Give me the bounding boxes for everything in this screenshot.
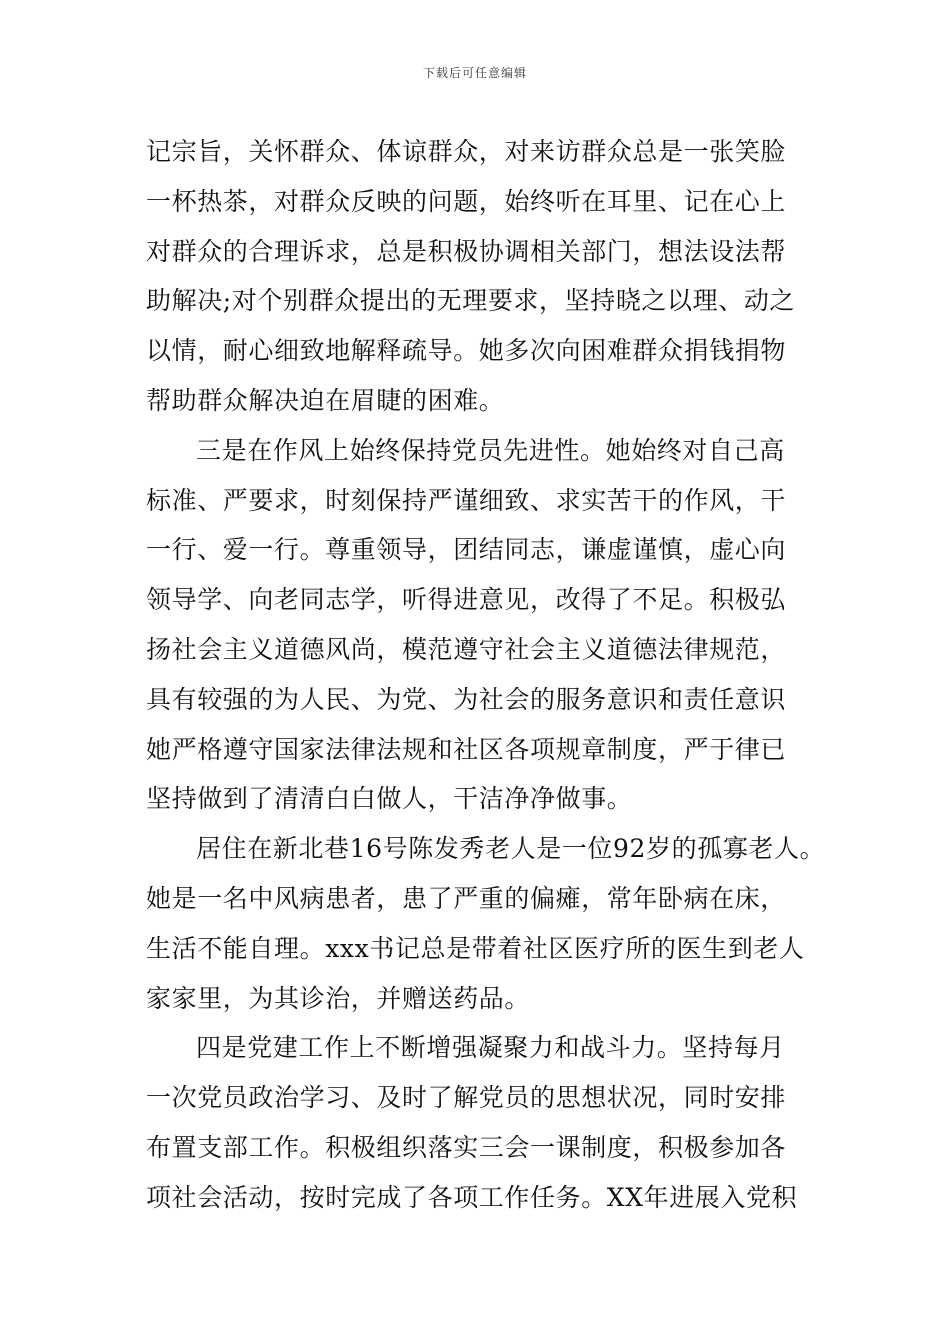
text-line: 帮助群众解决迫在眉睫的困难。 — [146, 385, 505, 415]
text-line: 布置支部工作。积极组织落实三会一课制度，积极参加各 — [146, 1132, 787, 1162]
text-line: 记宗旨，关怀群众、体谅群众，对来访群众总是一张笑脸 — [146, 137, 787, 166]
text-line: 对群众的合理诉求，总是积极协调相关部门，想法设法帮 — [146, 236, 787, 266]
text-line: 家家里，为其诊治，并赠送药品。 — [146, 983, 531, 1013]
document-body — [146, 127, 826, 1223]
paragraph-start-line: 居住在新北巷16号陈发秀老人是一位92岁的孤寡老人。 — [196, 834, 826, 864]
text-line: 她是一名中风病患者，患了严重的偏瘫，常年卧病在床， — [146, 883, 787, 913]
text-line: 一次党员政治学习、及时了解党员的思想状况，同时安排 — [146, 1083, 787, 1113]
page-header-note: 下载后可任意编辑 — [422, 66, 527, 80]
text-line: 项社会活动，按时完成了各项工作任务。XX年进展入党积 — [146, 1182, 798, 1212]
text-line: 生活不能自理。xxx书记总是带着社区医疗所的医生到老人 — [146, 933, 805, 963]
text-line: 扬社会主义道德风尚，模范遵守社会主义道德法律规范， — [146, 634, 787, 664]
paragraph-start-line: 四是党建工作上不断增强凝聚力和战斗力。坚持每月 — [196, 1033, 785, 1063]
text-line: 标准、严要求，时刻保持严谨细致、求实苦干的作风，干 — [146, 485, 787, 515]
text-line: 助解决;对个别群众提出的无理要求，坚持晓之以理、动之 — [146, 286, 796, 316]
text-line: 一行、爱一行。尊重领导，团结同志，谦虚谨慎，虚心向 — [146, 535, 787, 565]
text-line: 她严格遵守国家法律法规和社区各项规章制度，严于律已 — [146, 734, 787, 764]
text-line: 坚持做到了清清白白做人，干洁净净做事。 — [146, 784, 633, 814]
text-line: 一杯热茶，对群众反映的问题，始终听在耳里、记在心上 — [146, 186, 787, 216]
text-line: 以情，耐心细致地解释疏导。她多次向困难群众捐钱捐物 — [146, 336, 787, 366]
text-line: 具有较强的为人民、为党、为社会的服务意识和责任意识 — [146, 684, 787, 714]
paragraph-start-line: 三是在作风上始终保持党员先进性。她始终对自己高 — [196, 435, 785, 465]
text-line: 领导学、向老同志学，听得进意见，改得了不足。积极弘 — [146, 585, 787, 615]
